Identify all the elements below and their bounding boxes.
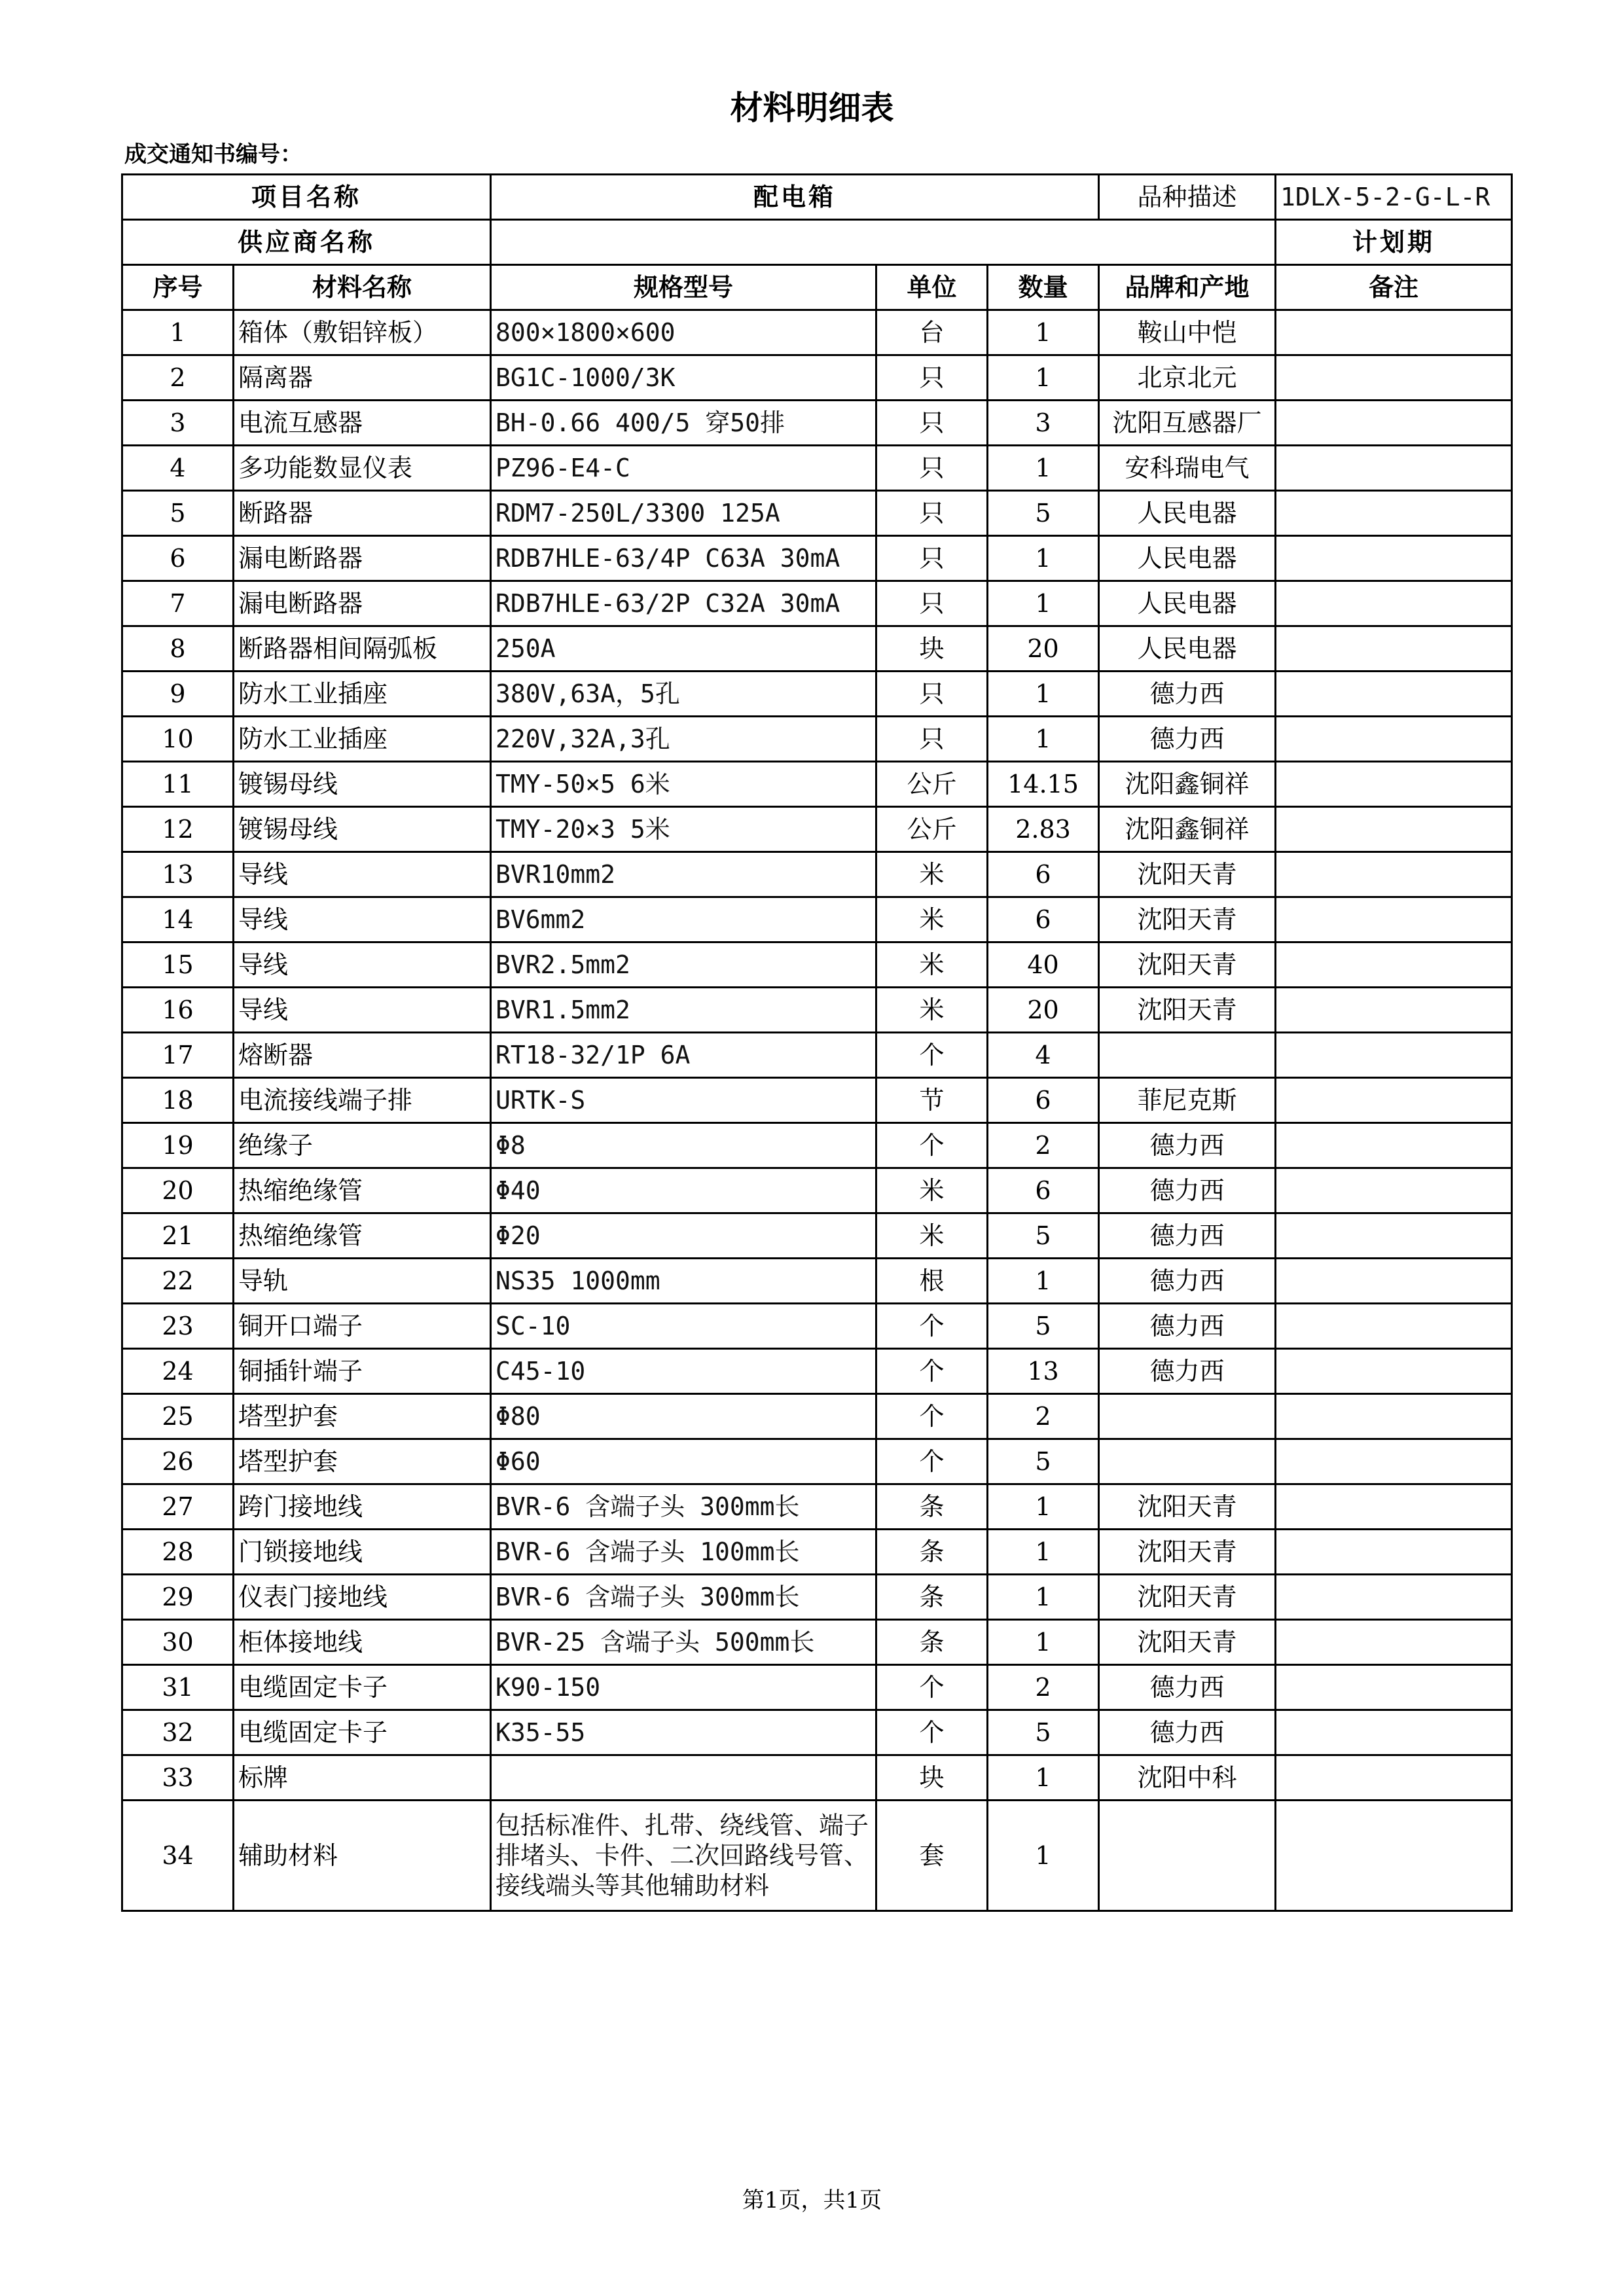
cell-spec[interactable]: Φ40	[491, 1168, 876, 1213]
cell-no[interactable]: 28	[122, 1530, 234, 1575]
cell-material-name[interactable]: 断路器相间隔弧板	[234, 626, 491, 672]
cell-note[interactable]	[1276, 536, 1512, 581]
cell-qty[interactable]: 1	[988, 1259, 1099, 1304]
cell-material-name[interactable]: 热缩绝缘管	[234, 1168, 491, 1213]
cell-unit[interactable]: 米	[876, 852, 988, 897]
cell-unit[interactable]: 节	[876, 1078, 988, 1123]
cell-material-name[interactable]: 断路器	[234, 491, 491, 536]
cell-qty[interactable]: 2.83	[988, 807, 1099, 852]
cell-spec[interactable]: 包括标准件、扎带、绕线管、端子排堵头、卡件、二次回路线号管、接线端头等其他辅助材料	[491, 1801, 876, 1911]
cell-material-name[interactable]: 绝缘子	[234, 1123, 491, 1168]
cell-material-name[interactable]: 电缆固定卡子	[234, 1710, 491, 1755]
cell-no[interactable]: 9	[122, 672, 234, 717]
cell-no[interactable]: 16	[122, 988, 234, 1033]
table-row	[122, 355, 1512, 401]
cell-qty[interactable]: 5	[988, 491, 1099, 536]
table-row	[122, 1349, 1512, 1394]
cell-no[interactable]: 3	[122, 401, 234, 446]
cell-brand[interactable]: 德力西	[1099, 1123, 1276, 1168]
cell-spec[interactable]: BVR1.5mm2	[491, 988, 876, 1033]
col-header-note: 备注	[1276, 265, 1512, 310]
cell-unit[interactable]: 块	[876, 626, 988, 672]
cell-no[interactable]: 6	[122, 536, 234, 581]
cell-no[interactable]: 15	[122, 942, 234, 988]
cell-material-name[interactable]: 热缩绝缘管	[234, 1213, 491, 1259]
table-row	[122, 1665, 1512, 1710]
cell-brand[interactable]: 人民电器	[1099, 536, 1276, 581]
cell-spec[interactable]: BH-0.66 400/5 穿50排	[491, 401, 876, 446]
cell-material-name[interactable]: 漏电断路器	[234, 581, 491, 626]
cell-qty[interactable]: 1	[988, 1484, 1099, 1530]
cell-brand[interactable]: 菲尼克斯	[1099, 1078, 1276, 1123]
plan-period-label: 计划期	[1276, 220, 1512, 265]
cell-spec[interactable]: Φ8	[491, 1123, 876, 1168]
cell-qty[interactable]: 20	[988, 626, 1099, 672]
cell-unit[interactable]: 个	[876, 1439, 988, 1484]
cell-unit[interactable]: 根	[876, 1259, 988, 1304]
table-row	[122, 1801, 1512, 1911]
cell-brand[interactable]: 德力西	[1099, 1259, 1276, 1304]
table-row	[122, 1575, 1512, 1620]
cell-qty[interactable]: 1	[988, 1755, 1099, 1801]
cell-spec[interactable]: TMY-50×5 6米	[491, 762, 876, 807]
cell-brand[interactable]: 德力西	[1099, 1349, 1276, 1394]
cell-qty[interactable]: 4	[988, 1033, 1099, 1078]
table-row	[122, 1033, 1512, 1078]
cell-qty[interactable]: 1	[988, 310, 1099, 355]
cell-note[interactable]	[1276, 626, 1512, 672]
project-name-value[interactable]: 配电箱	[491, 175, 1099, 220]
cell-note[interactable]	[1276, 1710, 1512, 1755]
cell-no[interactable]: 21	[122, 1213, 234, 1259]
table-row	[122, 1755, 1512, 1801]
cell-qty[interactable]: 14.15	[988, 762, 1099, 807]
cell-unit[interactable]: 只	[876, 672, 988, 717]
material-table	[121, 173, 1513, 1912]
cell-unit[interactable]: 米	[876, 1213, 988, 1259]
cell-material-name[interactable]: 仪表门接地线	[234, 1575, 491, 1620]
cell-brand[interactable]: 沈阳鑫铜祥	[1099, 762, 1276, 807]
cell-no[interactable]: 7	[122, 581, 234, 626]
cell-no[interactable]: 13	[122, 852, 234, 897]
cell-no[interactable]: 24	[122, 1349, 234, 1394]
cell-material-name[interactable]: 隔离器	[234, 355, 491, 401]
cell-spec[interactable]: BV6mm2	[491, 897, 876, 942]
cell-unit[interactable]: 公斤	[876, 807, 988, 852]
cell-qty[interactable]: 1	[988, 1530, 1099, 1575]
cell-material-name[interactable]: 漏电断路器	[234, 536, 491, 581]
meta-row-project	[122, 175, 1512, 220]
supplier-name-value[interactable]	[491, 220, 1276, 265]
table-row	[122, 1484, 1512, 1530]
cell-note[interactable]	[1276, 672, 1512, 717]
cell-material-name[interactable]: 导轨	[234, 1259, 491, 1304]
cell-unit[interactable]: 个	[876, 1710, 988, 1755]
page-title: 材料明细表	[730, 89, 894, 127]
cell-note[interactable]	[1276, 852, 1512, 897]
cell-note[interactable]	[1276, 1620, 1512, 1665]
cell-material-name[interactable]: 导线	[234, 988, 491, 1033]
cell-unit[interactable]: 个	[876, 1394, 988, 1439]
cell-spec[interactable]: BVR-25 含端子头 500mm长	[491, 1620, 876, 1665]
cell-no[interactable]: 22	[122, 1259, 234, 1304]
cell-brand[interactable]: 德力西	[1099, 1168, 1276, 1213]
table-row	[122, 1304, 1512, 1349]
cell-qty[interactable]: 13	[988, 1349, 1099, 1394]
table-row	[122, 852, 1512, 897]
cell-qty[interactable]: 2	[988, 1394, 1099, 1439]
cell-brand[interactable]: 沈阳互感器厂	[1099, 401, 1276, 446]
cell-note[interactable]	[1276, 401, 1512, 446]
cell-qty[interactable]: 1	[988, 1801, 1099, 1911]
cell-no[interactable]: 33	[122, 1755, 234, 1801]
table-row	[122, 807, 1512, 852]
meta-row-supplier	[122, 220, 1512, 265]
table-row	[122, 1394, 1512, 1439]
cell-no[interactable]: 26	[122, 1439, 234, 1484]
cell-material-name[interactable]: 电缆固定卡子	[234, 1665, 491, 1710]
cell-note[interactable]	[1276, 988, 1512, 1033]
cell-unit[interactable]: 米	[876, 942, 988, 988]
cell-brand[interactable]: 沈阳天青	[1099, 988, 1276, 1033]
cell-spec[interactable]: K35-55	[491, 1710, 876, 1755]
cell-spec[interactable]: BVR-6 含端子头 300mm长	[491, 1484, 876, 1530]
col-header-no: 序号	[122, 265, 234, 310]
cell-qty[interactable]: 2	[988, 1665, 1099, 1710]
cell-spec[interactable]: 220V,32A,3孔	[491, 717, 876, 762]
cell-brand[interactable]: 沈阳天青	[1099, 1575, 1276, 1620]
cell-qty[interactable]: 1	[988, 446, 1099, 491]
cell-brand[interactable]: 沈阳天青	[1099, 897, 1276, 942]
cell-unit[interactable]: 条	[876, 1575, 988, 1620]
cell-spec[interactable]: BVR-6 含端子头 300mm长	[491, 1575, 876, 1620]
cell-no[interactable]: 4	[122, 446, 234, 491]
table-row	[122, 1123, 1512, 1168]
cell-spec[interactable]: TMY-20×3 5米	[491, 807, 876, 852]
cell-note[interactable]	[1276, 446, 1512, 491]
cell-material-name[interactable]: 多功能数显仪表	[234, 446, 491, 491]
cell-unit[interactable]: 条	[876, 1530, 988, 1575]
cell-qty[interactable]: 6	[988, 1168, 1099, 1213]
cell-qty[interactable]: 20	[988, 988, 1099, 1033]
page-footer: 第1页，共1页	[742, 2187, 882, 2214]
cell-brand[interactable]: 德力西	[1099, 1304, 1276, 1349]
cell-unit[interactable]: 只	[876, 581, 988, 626]
table-row	[122, 1439, 1512, 1484]
table-row	[122, 1259, 1512, 1304]
cell-material-name[interactable]: 防水工业插座	[234, 672, 491, 717]
cell-no[interactable]: 23	[122, 1304, 234, 1349]
cell-spec[interactable]: PZ96-E4-C	[491, 446, 876, 491]
cell-qty[interactable]: 40	[988, 942, 1099, 988]
cell-qty[interactable]: 6	[988, 852, 1099, 897]
cell-note[interactable]	[1276, 1304, 1512, 1349]
cell-note[interactable]	[1276, 1213, 1512, 1259]
cell-no[interactable]: 11	[122, 762, 234, 807]
cell-qty[interactable]: 5	[988, 1439, 1099, 1484]
cell-brand[interactable]: 沈阳天青	[1099, 1530, 1276, 1575]
cell-brand[interactable]: 安科瑞电气	[1099, 446, 1276, 491]
cell-qty[interactable]: 1	[988, 717, 1099, 762]
table-row	[122, 310, 1512, 355]
cell-unit[interactable]: 米	[876, 988, 988, 1033]
cell-qty[interactable]: 6	[988, 1078, 1099, 1123]
cell-no[interactable]: 32	[122, 1710, 234, 1755]
cell-unit[interactable]: 块	[876, 1755, 988, 1801]
cell-material-name[interactable]: 标牌	[234, 1755, 491, 1801]
cell-brand[interactable]: 沈阳中科	[1099, 1755, 1276, 1801]
cell-no[interactable]: 2	[122, 355, 234, 401]
cell-brand[interactable]	[1099, 1033, 1276, 1078]
cell-note[interactable]	[1276, 807, 1512, 852]
cell-material-name[interactable]: 门锁接地线	[234, 1530, 491, 1575]
cell-no[interactable]: 34	[122, 1801, 234, 1911]
cell-unit[interactable]: 个	[876, 1349, 988, 1394]
cell-unit[interactable]: 套	[876, 1801, 988, 1911]
cell-spec[interactable]: RDM7-250L/3300 125A	[491, 491, 876, 536]
cell-qty[interactable]: 1	[988, 581, 1099, 626]
cell-spec[interactable]: SC-10	[491, 1304, 876, 1349]
cell-spec[interactable]: BVR-6 含端子头 100mm长	[491, 1530, 876, 1575]
cell-material-name[interactable]: 箱体（敷铝锌板）	[234, 310, 491, 355]
cell-no[interactable]: 8	[122, 626, 234, 672]
cell-spec[interactable]: BVR10mm2	[491, 852, 876, 897]
variety-value[interactable]: 1DLX-5-2-G-L-R	[1276, 175, 1512, 220]
cell-material-name[interactable]: 电流接线端子排	[234, 1078, 491, 1123]
cell-no[interactable]: 29	[122, 1575, 234, 1620]
cell-spec[interactable]: URTK-S	[491, 1078, 876, 1123]
cell-spec[interactable]: 800×1800×600	[491, 310, 876, 355]
cell-no[interactable]: 19	[122, 1123, 234, 1168]
cell-brand[interactable]: 德力西	[1099, 717, 1276, 762]
cell-note[interactable]	[1276, 1575, 1512, 1620]
project-name-label: 项目名称	[122, 175, 491, 220]
cell-note[interactable]	[1276, 1394, 1512, 1439]
col-header-brand: 品牌和产地	[1099, 265, 1276, 310]
table-row	[122, 536, 1512, 581]
cell-no[interactable]: 18	[122, 1078, 234, 1123]
cell-note[interactable]	[1276, 1439, 1512, 1484]
cell-qty[interactable]: 3	[988, 401, 1099, 446]
cell-spec[interactable]: NS35 1000mm	[491, 1259, 876, 1304]
table-row	[122, 401, 1512, 446]
cell-spec[interactable]: 250A	[491, 626, 876, 672]
cell-material-name[interactable]: 镀锡母线	[234, 762, 491, 807]
table-row	[122, 1710, 1512, 1755]
cell-no[interactable]: 1	[122, 310, 234, 355]
variety-label: 品种描述	[1099, 175, 1276, 220]
table-row	[122, 717, 1512, 762]
cell-brand[interactable]: 德力西	[1099, 672, 1276, 717]
cell-qty[interactable]: 6	[988, 897, 1099, 942]
cell-brand[interactable]	[1099, 1801, 1276, 1911]
table-row	[122, 1530, 1512, 1575]
cell-unit[interactable]: 只	[876, 401, 988, 446]
cell-qty[interactable]: 5	[988, 1710, 1099, 1755]
cell-note[interactable]	[1276, 1033, 1512, 1078]
cell-unit[interactable]: 个	[876, 1033, 988, 1078]
cell-spec[interactable]: C45-10	[491, 1349, 876, 1394]
cell-note[interactable]	[1276, 1259, 1512, 1304]
cell-no[interactable]: 27	[122, 1484, 234, 1530]
cell-brand[interactable]	[1099, 1439, 1276, 1484]
cell-material-name[interactable]: 镀锡母线	[234, 807, 491, 852]
table-row	[122, 672, 1512, 717]
table-row	[122, 581, 1512, 626]
cell-note[interactable]	[1276, 1123, 1512, 1168]
table-row	[122, 1213, 1512, 1259]
cell-spec[interactable]: BG1C-1000/3K	[491, 355, 876, 401]
cell-qty[interactable]: 2	[988, 1123, 1099, 1168]
cell-qty[interactable]: 1	[988, 355, 1099, 401]
cell-unit[interactable]: 米	[876, 1168, 988, 1213]
notice-number-label: 成交通知书编号：	[124, 141, 302, 168]
cell-note[interactable]	[1276, 1078, 1512, 1123]
cell-note[interactable]	[1276, 897, 1512, 942]
cell-spec[interactable]: K90-150	[491, 1665, 876, 1710]
cell-unit[interactable]: 公斤	[876, 762, 988, 807]
cell-unit[interactable]: 米	[876, 897, 988, 942]
cell-spec[interactable]: RT18-32/1P 6A	[491, 1033, 876, 1078]
cell-no[interactable]: 5	[122, 491, 234, 536]
cell-note[interactable]	[1276, 1530, 1512, 1575]
cell-material-name[interactable]: 塔型护套	[234, 1439, 491, 1484]
cell-qty[interactable]: 5	[988, 1304, 1099, 1349]
cell-brand[interactable]: 德力西	[1099, 1710, 1276, 1755]
table-row	[122, 942, 1512, 988]
cell-material-name[interactable]: 导线	[234, 897, 491, 942]
cell-material-name[interactable]: 防水工业插座	[234, 717, 491, 762]
cell-note[interactable]	[1276, 1484, 1512, 1530]
cell-spec[interactable]: RDB7HLE-63/4P C63A 30mA	[491, 536, 876, 581]
cell-brand[interactable]: 人民电器	[1099, 626, 1276, 672]
cell-material-name[interactable]: 铜开口端子	[234, 1304, 491, 1349]
cell-unit[interactable]: 只	[876, 717, 988, 762]
table-row	[122, 491, 1512, 536]
cell-unit[interactable]: 只	[876, 446, 988, 491]
cell-material-name[interactable]: 塔型护套	[234, 1394, 491, 1439]
cell-spec[interactable]	[491, 1755, 876, 1801]
cell-note[interactable]	[1276, 491, 1512, 536]
cell-brand[interactable]: 沈阳鑫铜祥	[1099, 807, 1276, 852]
cell-no[interactable]: 30	[122, 1620, 234, 1665]
cell-brand[interactable]: 沈阳天青	[1099, 852, 1276, 897]
cell-note[interactable]	[1276, 1168, 1512, 1213]
cell-note[interactable]	[1276, 310, 1512, 355]
cell-unit[interactable]: 只	[876, 536, 988, 581]
cell-qty[interactable]: 1	[988, 1575, 1099, 1620]
cell-brand[interactable]: 德力西	[1099, 1213, 1276, 1259]
cell-no[interactable]: 12	[122, 807, 234, 852]
cell-note[interactable]	[1276, 1349, 1512, 1394]
cell-spec[interactable]: Φ20	[491, 1213, 876, 1259]
cell-brand[interactable]: 德力西	[1099, 1665, 1276, 1710]
cell-brand[interactable]: 沈阳天青	[1099, 942, 1276, 988]
cell-no[interactable]: 14	[122, 897, 234, 942]
table-row	[122, 446, 1512, 491]
col-header-spec: 规格型号	[491, 265, 876, 310]
cell-no[interactable]: 10	[122, 717, 234, 762]
cell-spec[interactable]: BVR2.5mm2	[491, 942, 876, 988]
cell-unit[interactable]: 个	[876, 1304, 988, 1349]
cell-qty[interactable]: 1	[988, 536, 1099, 581]
cell-qty[interactable]: 1	[988, 1620, 1099, 1665]
cell-unit[interactable]: 个	[876, 1123, 988, 1168]
cell-material-name[interactable]: 导线	[234, 942, 491, 988]
cell-spec[interactable]: 380V,63A，5孔	[491, 672, 876, 717]
cell-unit[interactable]: 条	[876, 1484, 988, 1530]
cell-note[interactable]	[1276, 942, 1512, 988]
cell-unit[interactable]: 只	[876, 491, 988, 536]
cell-brand[interactable]: 沈阳天青	[1099, 1620, 1276, 1665]
cell-unit[interactable]: 只	[876, 355, 988, 401]
table-row	[122, 1078, 1512, 1123]
cell-no[interactable]: 25	[122, 1394, 234, 1439]
col-header-qty: 数量	[988, 265, 1099, 310]
cell-material-name[interactable]: 柜体接地线	[234, 1620, 491, 1665]
supplier-name-label: 供应商名称	[122, 220, 491, 265]
cell-unit[interactable]: 台	[876, 310, 988, 355]
cell-material-name[interactable]: 熔断器	[234, 1033, 491, 1078]
cell-material-name[interactable]: 铜插针端子	[234, 1349, 491, 1394]
cell-note[interactable]	[1276, 581, 1512, 626]
cell-no[interactable]: 31	[122, 1665, 234, 1710]
table-row	[122, 626, 1512, 672]
cell-note[interactable]	[1276, 1755, 1512, 1801]
col-header-name: 材料名称	[234, 265, 491, 310]
cell-unit[interactable]: 个	[876, 1665, 988, 1710]
cell-unit[interactable]: 条	[876, 1620, 988, 1665]
cell-material-name[interactable]: 辅助材料	[234, 1801, 491, 1911]
cell-qty[interactable]: 5	[988, 1213, 1099, 1259]
cell-material-name[interactable]: 跨门接地线	[234, 1484, 491, 1530]
cell-brand[interactable]: 北京北元	[1099, 355, 1276, 401]
cell-no[interactable]: 20	[122, 1168, 234, 1213]
table-body	[122, 310, 1512, 1911]
cell-material-name[interactable]: 导线	[234, 852, 491, 897]
cell-material-name[interactable]: 电流互感器	[234, 401, 491, 446]
table-row	[122, 988, 1512, 1033]
cell-note[interactable]	[1276, 355, 1512, 401]
header-row	[122, 265, 1512, 310]
table-row	[122, 897, 1512, 942]
cell-brand[interactable]: 鞍山中恺	[1099, 310, 1276, 355]
cell-spec[interactable]: Φ60	[491, 1439, 876, 1484]
cell-no[interactable]: 17	[122, 1033, 234, 1078]
table-row	[122, 1620, 1512, 1665]
cell-note[interactable]	[1276, 717, 1512, 762]
cell-spec[interactable]: Φ80	[491, 1394, 876, 1439]
cell-qty[interactable]: 1	[988, 672, 1099, 717]
cell-note[interactable]	[1276, 1665, 1512, 1710]
cell-brand[interactable]: 沈阳天青	[1099, 1484, 1276, 1530]
cell-note[interactable]	[1276, 762, 1512, 807]
cell-note[interactable]	[1276, 1801, 1512, 1911]
table-row	[122, 762, 1512, 807]
col-header-unit: 单位	[876, 265, 988, 310]
cell-brand[interactable]: 人民电器	[1099, 581, 1276, 626]
table-row	[122, 1168, 1512, 1213]
cell-brand[interactable]: 人民电器	[1099, 491, 1276, 536]
cell-brand[interactable]	[1099, 1394, 1276, 1439]
cell-spec[interactable]: RDB7HLE-63/2P C32A 30mA	[491, 581, 876, 626]
